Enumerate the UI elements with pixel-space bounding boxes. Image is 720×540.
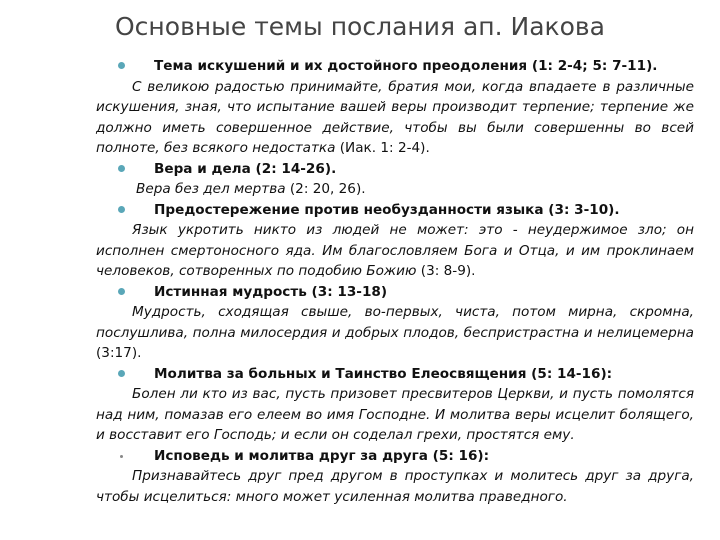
topic-prayer-sick xyxy=(96,364,694,385)
bullet-dot-icon xyxy=(118,206,125,213)
quote-prayer-sick xyxy=(96,384,694,446)
topic-faith-works xyxy=(96,159,694,180)
quote-faith-works xyxy=(96,179,694,200)
bullet-dot-icon xyxy=(118,62,125,69)
quote-text: Мудрость, сходящая свыше, во-первых, чиста, потом мирна, скромна, послушлива, полна милосердия и добрых плодов, беспристрастна и нелицемерна xyxy=(96,304,694,341)
slide-title: Основные темы послания ап. Иакова xyxy=(115,12,605,41)
topic-label: Тема искушений и их достойного преодоления (1: 2-4; 5: 7-11). xyxy=(154,58,658,74)
quote-reference: (2: 20, 26). xyxy=(285,181,366,197)
quote-text: Признавайтесь друг пред другом в проступках и молитесь друг за друга, чтобы исцелиться: много может усиленная молитва праведного. xyxy=(96,468,694,505)
topic-confession xyxy=(96,446,694,467)
topic-tongue xyxy=(96,200,694,221)
topic-label: Исповедь и молитва друг за друга (5: 16): xyxy=(154,447,490,464)
bullet-dot-icon xyxy=(118,288,125,295)
quote-reference: (Иак. 1: 2-4). xyxy=(335,140,430,156)
quote-text: С великою радостью принимайте, братия мои, когда впадаете в различные искушения, зная, что испытание вашей веры производит терпение; терпение же должно иметь совершенное действие, чтобы вы были совершенны во всей полноте, без всякого недостатка xyxy=(96,78,694,156)
topic-label: Предостережение против необузданности языка (3: 3-10). xyxy=(154,201,620,218)
quote-text: Язык укротить никто из людей не может: это - неудержимое зло; он исполнен смертоносного яда. Им благословляем Бога и Отца, и им проклинаем человеков, сотворенных по подобию Божию xyxy=(96,222,694,279)
quote-wisdom xyxy=(96,302,694,364)
quote-reference: (3: 8-9). xyxy=(416,263,476,279)
topic-label: Вера и дела (2: 14-26). xyxy=(154,160,337,177)
bullet-dot-icon xyxy=(118,370,125,377)
bullet-dot-icon xyxy=(120,455,123,458)
topic-temptations xyxy=(96,56,694,77)
quote-text: Болен ли кто из вас, пусть призовет пресвитеров Церкви, и пусть помолятся над ним, помазав его елеем во имя Господне. И молитва веры исцелит болящего, и восставит его Господь; и если он соделал грехи, простятся ему. xyxy=(96,386,694,443)
slide-content xyxy=(96,56,694,507)
quote-text: Вера без дел мертва xyxy=(136,181,286,197)
quote-confession xyxy=(96,466,694,507)
quote-tongue xyxy=(96,220,694,282)
quote-temptations xyxy=(96,77,694,159)
topic-label: Молитва за больных и Таинство Елеосвящения (5: 14-16): xyxy=(154,365,613,382)
topic-wisdom xyxy=(96,282,694,303)
topic-label: Истинная мудрость (3: 13-18) xyxy=(154,283,388,300)
quote-reference: (3:17). xyxy=(96,345,142,361)
bullet-dot-icon xyxy=(118,165,125,172)
